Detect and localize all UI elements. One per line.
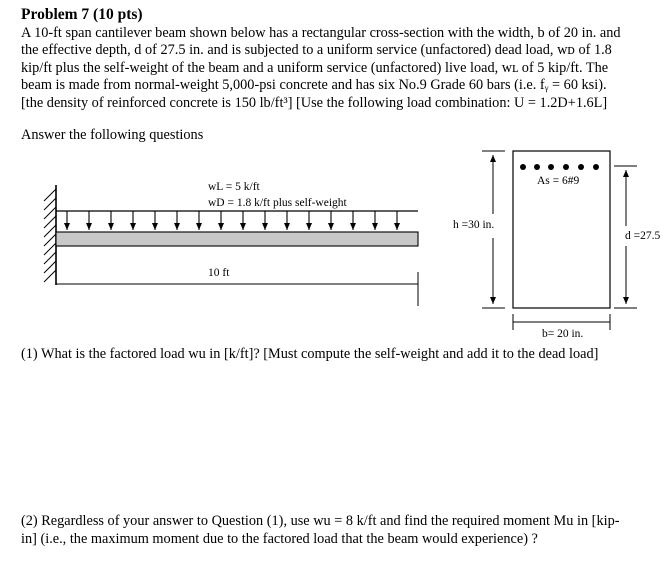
- rebar-dots: [520, 164, 599, 170]
- problem-title: Problem 7 (10 pts): [21, 6, 143, 23]
- steel-area-label: As = 6#9: [537, 175, 580, 187]
- live-load-label: wL = 5 k/ft: [208, 181, 260, 193]
- description-line-5: [the density of reinforced concrete is 150 lb/ft³] [Use the following load combination: U = 1.2D+1.6L]: [21, 94, 608, 111]
- width-label: b= 20 in.: [542, 328, 584, 340]
- question-1: (1) What is the factored load wu in [k/ft]? [Must compute the self-weight and add it to the dead load]: [21, 346, 599, 362]
- description-line-2: the effective depth, d of 27.5 in. and is subjected to a uniform service (unfactored) dead load, wᴅ of 1.8: [21, 42, 612, 59]
- description-line-1: A 10-ft span cantilever beam shown below has a rectangular cross-section with the width, b of 20 in. and: [21, 25, 621, 41]
- fixed-support: [44, 185, 56, 285]
- load-arrows: [67, 211, 397, 230]
- beam: [56, 232, 418, 246]
- depth-label: d =27.5: [625, 230, 661, 242]
- dead-load-label: wD = 1.8 k/ft plus self-weight: [208, 197, 347, 209]
- question-2-line-1: (2) Regardless of your answer to Question (1), use wu = 8 k/ft and find the required moment Mu in [kip-: [21, 513, 620, 529]
- description-line-3: kip/ft plus the self-weight of the beam and a uniform service (unfactored) live load, wʟ of 5 kip/ft. The: [21, 59, 609, 76]
- height-label: h =30 in.: [453, 219, 495, 231]
- span-label: 10 ft: [208, 267, 230, 279]
- answer-prompt: Answer the following questions: [21, 127, 204, 143]
- question-2-line-2: in] (i.e., the maximum moment due to the factored load that the beam would experience) ?: [21, 531, 538, 547]
- span-dimension: [56, 272, 418, 306]
- question-2: [21, 512, 661, 548]
- description-line-4: beam is made from normal-weight 5,000-psi concrete and has six No.9 Grade 60 bars (i.e. fᵧ = 60 ksi).: [21, 77, 607, 94]
